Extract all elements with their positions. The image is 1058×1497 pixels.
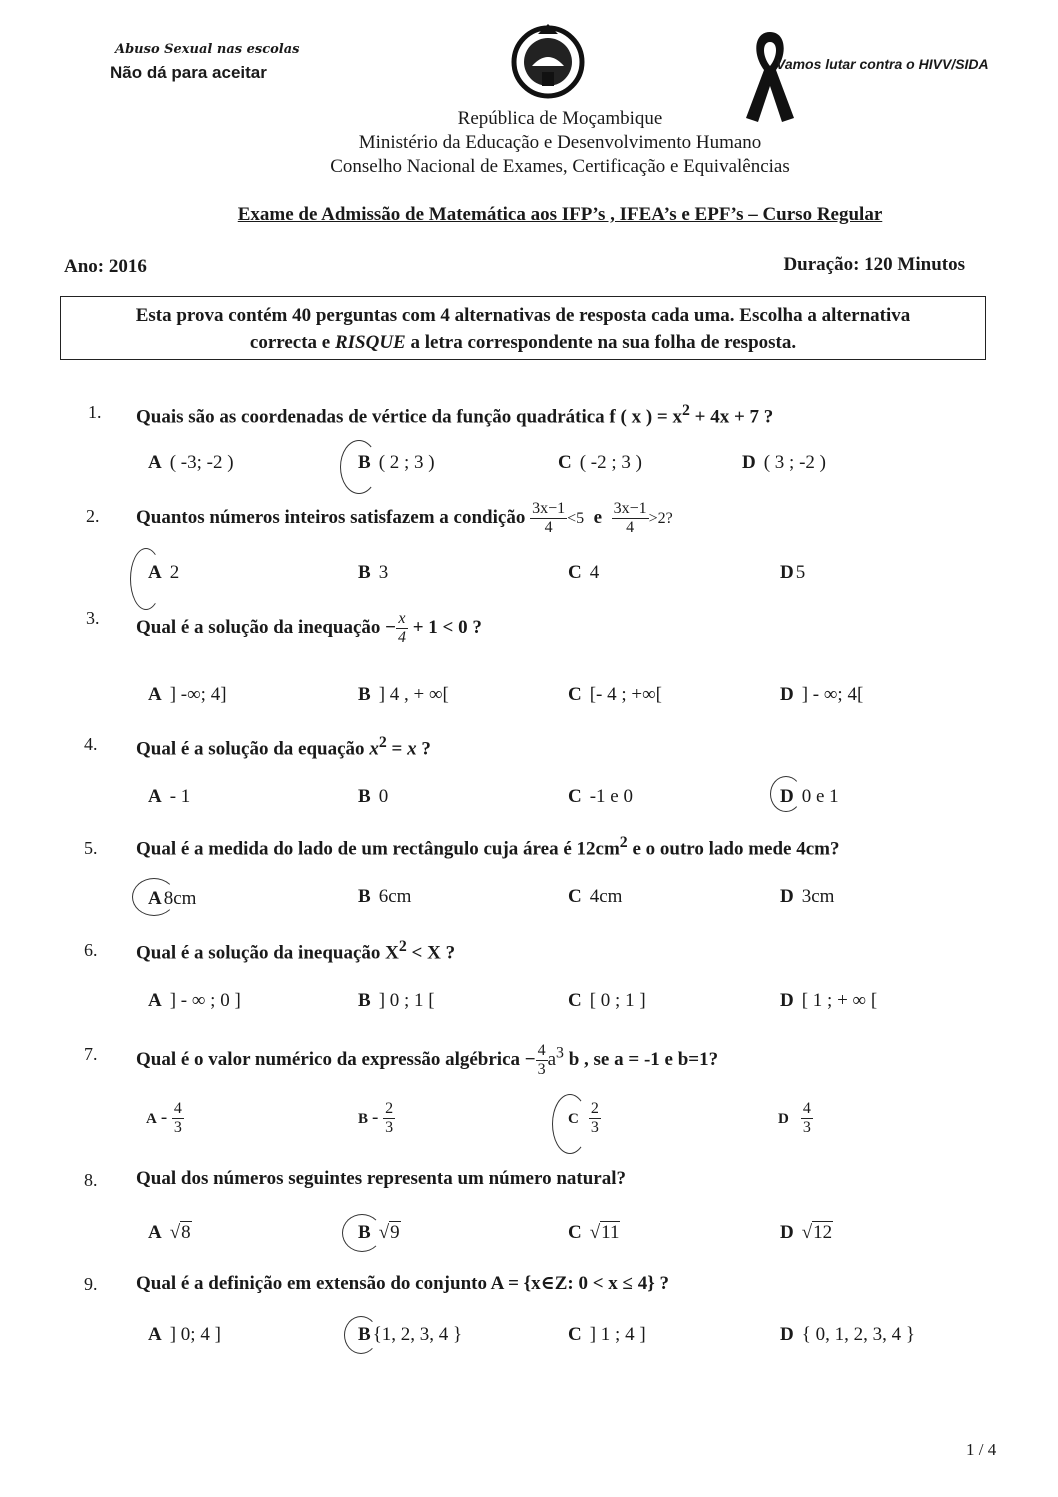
option-c[interactable]: C √11 (568, 1222, 620, 1243)
question-number: 5. (84, 838, 98, 858)
instructions-part1: Esta prova contém 40 perguntas com 4 alternativas de resposta cada uma. Escolha a alternativa (135, 305, 911, 326)
header-country: República de Moçambique (457, 108, 663, 129)
option-d[interactable]: D { 0, 1, 2, 3, 4 } (780, 1324, 915, 1345)
option-b[interactable]: B ( 2 ; 3 ) (358, 452, 435, 473)
question-text: Qual dos números seguintes representa um número natural? (136, 1168, 626, 1189)
answer-mark (344, 1316, 378, 1354)
option-a[interactable]: A - $\frac{4}{3}$ (146, 1100, 182, 1136)
option-d[interactable]: D 5 (780, 562, 806, 583)
option-c[interactable]: C ( -2 ; 3 ) (558, 452, 642, 473)
option-a[interactable]: A ] 0; 4 ] (148, 1324, 221, 1345)
question-number: 8. (84, 1170, 98, 1190)
option-b[interactable]: B ] 0 ; 1 [ (358, 990, 435, 1011)
header-council: Conselho Nacional de Exames, Certificação e Equivalências (330, 156, 790, 177)
option-b[interactable]: B √9 (358, 1222, 400, 1243)
option-c[interactable]: C 4 (568, 562, 600, 583)
question-text: Qual é a solução da equação $x^2 = x$ ? (136, 734, 431, 760)
exam-duration: Duração: 120 Minutos (783, 254, 965, 275)
exam-year: Ano: 2016 (64, 256, 147, 277)
option-a[interactable]: A 2 (148, 562, 180, 583)
option-a[interactable]: A ] -∞; 4] (148, 684, 227, 705)
answer-mark (770, 776, 802, 812)
answer-mark (340, 440, 378, 494)
option-c[interactable]: C -1 e 0 (568, 786, 633, 807)
header-ministry: Ministério da Educação e Desenvolvimento Humano (358, 132, 762, 153)
answer-mark (552, 1094, 588, 1154)
option-b[interactable]: B 0 (358, 786, 389, 807)
option-b[interactable]: B 6cm (358, 886, 412, 907)
option-d[interactable]: D √12 (780, 1222, 833, 1243)
option-c[interactable]: C 4cm (568, 886, 623, 907)
option-d[interactable]: D 0 e 1 (780, 786, 839, 807)
answer-mark (342, 1214, 382, 1252)
instructions-part3: a letra correspondente na sua folha de resposta. (405, 332, 797, 353)
question-text: Quais são as coordenadas de vértice da função quadrática f ( x ) = $x^2 + 4x + 7$ ? (136, 402, 774, 428)
exam-title: Exame de Admissão de Matemática aos IFP’s , IFEA’s e EPF’s – Curso Regular (237, 204, 883, 225)
question-number: 6. (84, 940, 98, 960)
instructions-emphasis: RISQUE (334, 332, 406, 353)
question-text: Quantos números inteiros satisfazem a condição $\frac{3x-1}{4}$ <5 e $\frac{3x-1}{4}$ >2? (136, 500, 673, 536)
answer-mark (132, 878, 176, 916)
instructions-part2: correcta e (249, 332, 335, 353)
left-slogan-line1: Abuso Sexual nas escolas (115, 42, 300, 57)
option-a[interactable]: A 8cm (148, 888, 197, 909)
option-b[interactable]: B ] 4 , + ∞[ (358, 684, 449, 705)
right-slogan: Vamos lutar contra o HIVV/SIDA (776, 56, 989, 72)
question-number: 4. (84, 734, 98, 754)
mozambique-emblem-icon (508, 20, 588, 105)
option-d[interactable]: D ( 3 ; -2 ) (742, 452, 826, 473)
question-number: 1. (88, 402, 102, 422)
option-b[interactable]: B 3 (358, 562, 389, 583)
answer-mark (130, 548, 162, 610)
question-number: 7. (84, 1044, 98, 1064)
question-text: Qual é o valor numérico da expressão algébrica − $\frac{4}{3}$ $a^3$ b , se a = -1 e b=1? (136, 1042, 719, 1078)
option-a[interactable]: A ( -3; -2 ) (148, 452, 234, 473)
question-text: Qual é a definição em extensão do conjunto A = {x∈Z: 0 < x ≤ 4} ? (136, 1273, 669, 1294)
question-number: 9. (84, 1274, 98, 1294)
option-a[interactable]: A ] - ∞ ; 0 ] (148, 990, 241, 1011)
option-d[interactable]: D [ 1 ; + ∞ [ (780, 990, 878, 1011)
instructions-box (60, 296, 986, 360)
left-slogan-line2: Não dá para aceitar (110, 63, 267, 82)
question-number: 2. (86, 506, 100, 526)
question-number: 3. (86, 608, 100, 628)
page-number: 1 / 4 (966, 1440, 997, 1459)
option-d[interactable]: D 3cm (780, 886, 835, 907)
option-c[interactable]: C [ 0 ; 1 ] (568, 990, 646, 1011)
question-text: Qual é a solução da inequação − $\frac{x}{4}$ + 1 < 0 ? (136, 610, 482, 646)
option-c[interactable]: C ] 1 ; 4 ] (568, 1324, 646, 1345)
option-d[interactable]: D $\frac{4}{3}$ (778, 1100, 811, 1136)
option-d[interactable]: D ] - ∞; 4[ (780, 684, 864, 705)
option-c[interactable]: C [- 4 ; +∞[ (568, 684, 663, 705)
option-a[interactable]: A √8 (148, 1222, 191, 1243)
question-text: Qual é a solução da inequação $X^2 < X$ ? (136, 938, 456, 964)
option-c[interactable]: C $\frac{2}{3}$ (568, 1100, 599, 1136)
option-a[interactable]: A - 1 (148, 786, 191, 807)
question-text: Qual é a medida do lado de um rectângulo cuja área é $12cm^2$ e o outro lado mede 4cm? (136, 834, 840, 860)
option-b[interactable]: B {1, 2, 3, 4 } (358, 1324, 463, 1345)
option-b[interactable]: B - $\frac{2}{3}$ (358, 1100, 394, 1136)
